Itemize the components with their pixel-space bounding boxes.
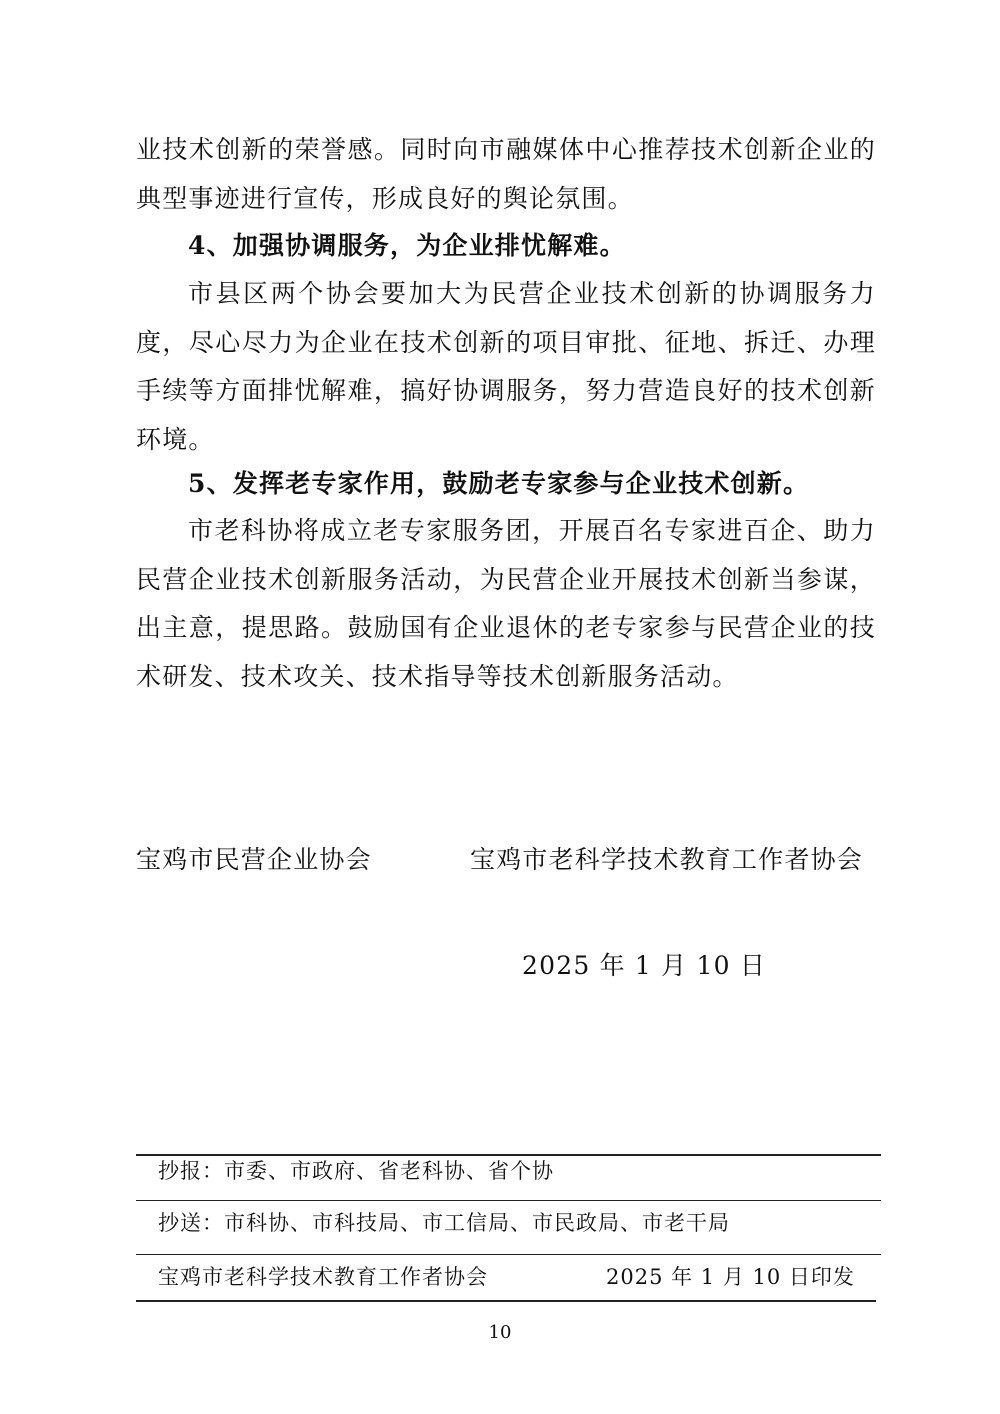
signature-date: 2025 年 1 月 10 日 [522,951,767,980]
section-heading-5: 5、发挥老专家作用，鼓励老专家参与企业技术创新。 [188,469,810,498]
report-to-line: 抄报：市委、市政府、省老科协、省个协 [158,1159,554,1183]
paragraph-continuation: 业技术创新的荣誉感。同时向市融媒体中心推荐技术创新企业的典型事迹进行宣传，形成良好的舆论氛围。 [136,135,876,213]
distribution-divider-2 [136,1254,881,1255]
distribution-bottom-rule [136,1300,876,1302]
signature-org-1: 宝鸡市民营企业协会 [136,845,372,874]
signature-org-2: 宝鸡市老科学技术教育工作者协会 [470,845,864,874]
distribution-divider-1 [136,1200,881,1201]
section-heading-4: 4、加强协调服务，为企业排忧解难。 [188,231,626,260]
paragraph-section-5: 市老科协将成立老专家服务团，开展百名专家进百企、助力民营企业技术创新服务活动，为民营企业开展技术创新当参谋，出主意，提思路。鼓励国有企业退休的老专家参与民营企业的技术研发、技术攻关、技术指导等技术创新服务活动。 [136,516,876,691]
paragraph-section-4: 市县区两个协会要加大为民营企业技术创新的协调服务力度，尽心尽力为企业在技术创新的项目审批、征地、拆迁、办理手续等方面排忧解难，搞好协调服务，努力营造良好的技术创新环境。 [136,279,876,454]
issuer-org: 宝鸡市老科学技术教育工作者协会 [158,1265,488,1289]
copy-to-line: 抄送：市科协、市科技局、市工信局、市民政局、市老干局 [158,1211,730,1235]
page-number: 10 [488,1322,512,1343]
issue-date: 2025 年 1 月 10 日印发 [606,1265,855,1289]
